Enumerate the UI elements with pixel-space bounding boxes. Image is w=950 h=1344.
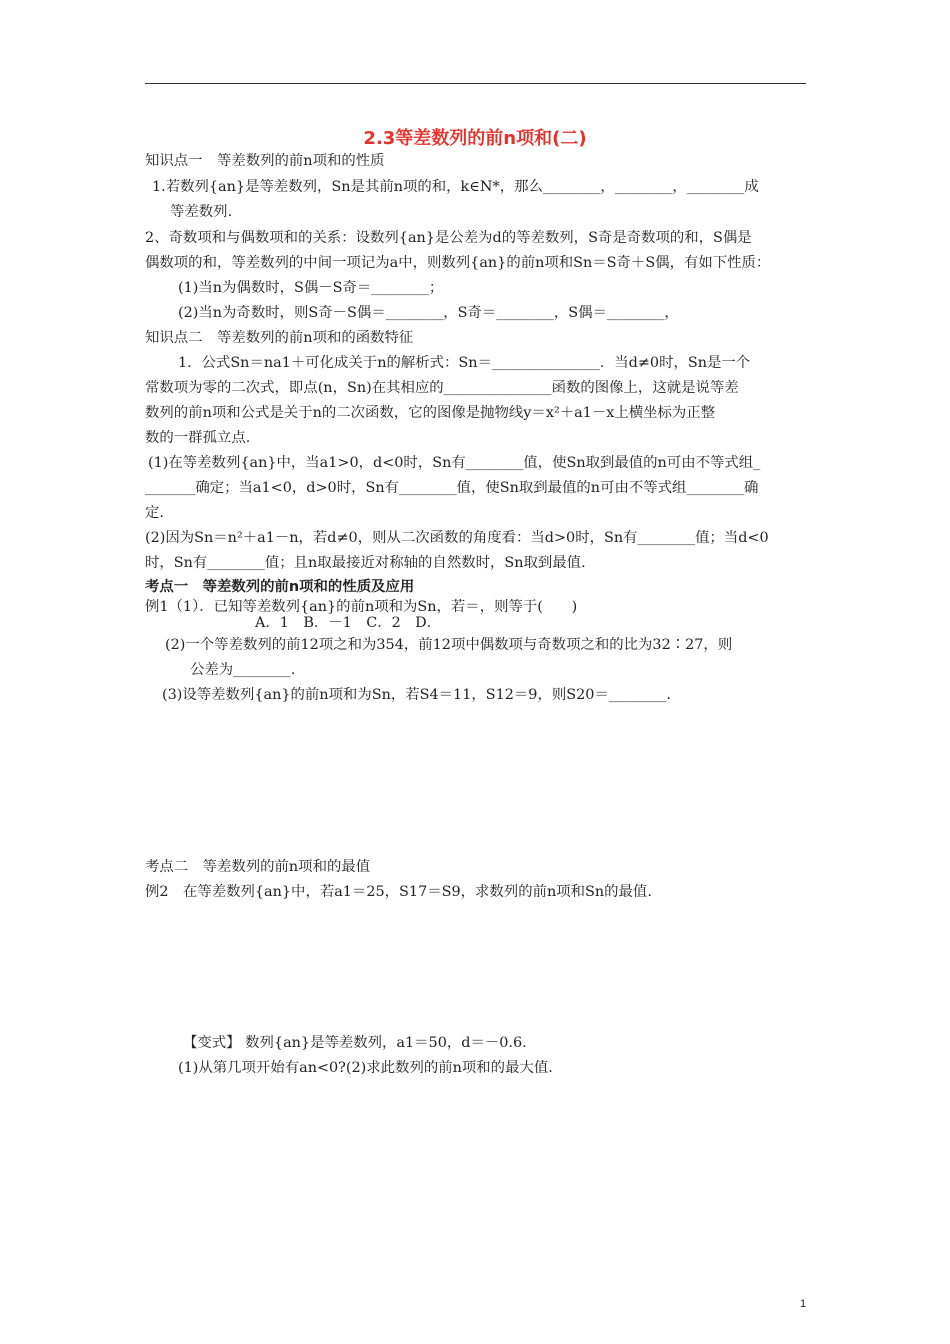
section-heading-1: 知识点一 等差数列的前n项和的性质 (145, 153, 385, 169)
exam-point-heading-2: 考点二 等差数列的前n项和的最值 (145, 859, 371, 875)
text-line: 2、奇数项和与偶数项和的关系：设数列{an}是公差为d的等差数列，S奇是奇数项的和，S偶是 (145, 230, 752, 246)
variant-parts: (1)从第几项开始有an<0?(2)求此数列的前n项和的最大值. (178, 1060, 553, 1076)
text-line: 常数项为零的二次式，即点(n，Sn)在其相应的_______________函数的图像上，这就是说等差 (145, 380, 739, 396)
text-line: (1)当n为偶数时，S偶－S奇＝________； (178, 280, 444, 296)
text-line: 数的一群孤立点. (145, 430, 251, 446)
text-line: 1．公式Sn＝na1＋可化成关于n的解析式：Sn＝_______________．当d≠0时，Sn是一个 (178, 355, 751, 371)
text-line: 偶数项的和，等差数列的中间一项记为a中，则数列{an}的前n项和Sn＝S奇＋S偶，有如下性质： (145, 255, 771, 271)
text-line: 1.若数列{an}是等差数列，Sn是其前n项的和，k∈N*，那么________，________，________成 (152, 179, 759, 195)
example-1-options: A．1 B．－1 C．2 D． (255, 615, 442, 631)
page-title: 2.3等差数列的前n项和(二) (363, 128, 587, 149)
page-number: 1 (800, 1298, 807, 1310)
text-line: (1)在等差数列{an}中，当a1>0，d<0时，Sn有________值，使Sn取到最值的n可由不等式组_ (148, 455, 761, 471)
text-line: 时，Sn有________值；且n取最接近对称轴的自然数时，Sn取到最值. (145, 555, 586, 571)
text-line: (2)因为Sn＝n²＋a1－n，若d≠0，则从二次函数的角度看：当d>0时，Sn有________值；当d<0 (145, 530, 769, 546)
header-rule (145, 83, 806, 84)
text-line: (3)设等差数列{an}的前n项和为Sn，若S4＝11，S12＝9，则S20＝________. (162, 687, 671, 703)
text-line: 数列的前n项和公式是关于n的二次函数，它的图像是抛物线y＝x²＋a1－x上横坐标为正整 (145, 405, 716, 421)
example-2-question: 例2 在等差数列{an}中，若a1＝25，S17＝S9，求数列的前n项和Sn的最值. (145, 884, 652, 900)
text-line: 定. (145, 505, 164, 521)
exam-point-heading-1: 考点一 等差数列的前n项和的性质及应用 (145, 579, 415, 595)
text-line: (2)当n为奇数时，则S奇－S偶＝________，S奇＝________，S偶＝________， (178, 305, 679, 321)
text-line: _______确定；当a1<0，d>0时，Sn有________值，使Sn取到最值的n可由不等式组________确 (145, 480, 759, 496)
text-line: 公差为________. (190, 662, 296, 678)
section-heading-2: 知识点二 等差数列的前n项和的函数特征 (145, 330, 414, 346)
text-line: 等差数列. (170, 204, 233, 220)
variant-question: 【变式】 数列{an}是等差数列，a1＝50，d＝－0.6. (183, 1035, 527, 1051)
text-line: (2)一个等差数列的前12项之和为354，前12项中偶数项与奇数项之和的比为32∶27，则 (165, 637, 733, 653)
example-1-question: 例1（1）．已知等差数列{an}的前n项和为Sn，若＝，则等于( ) (145, 599, 578, 615)
